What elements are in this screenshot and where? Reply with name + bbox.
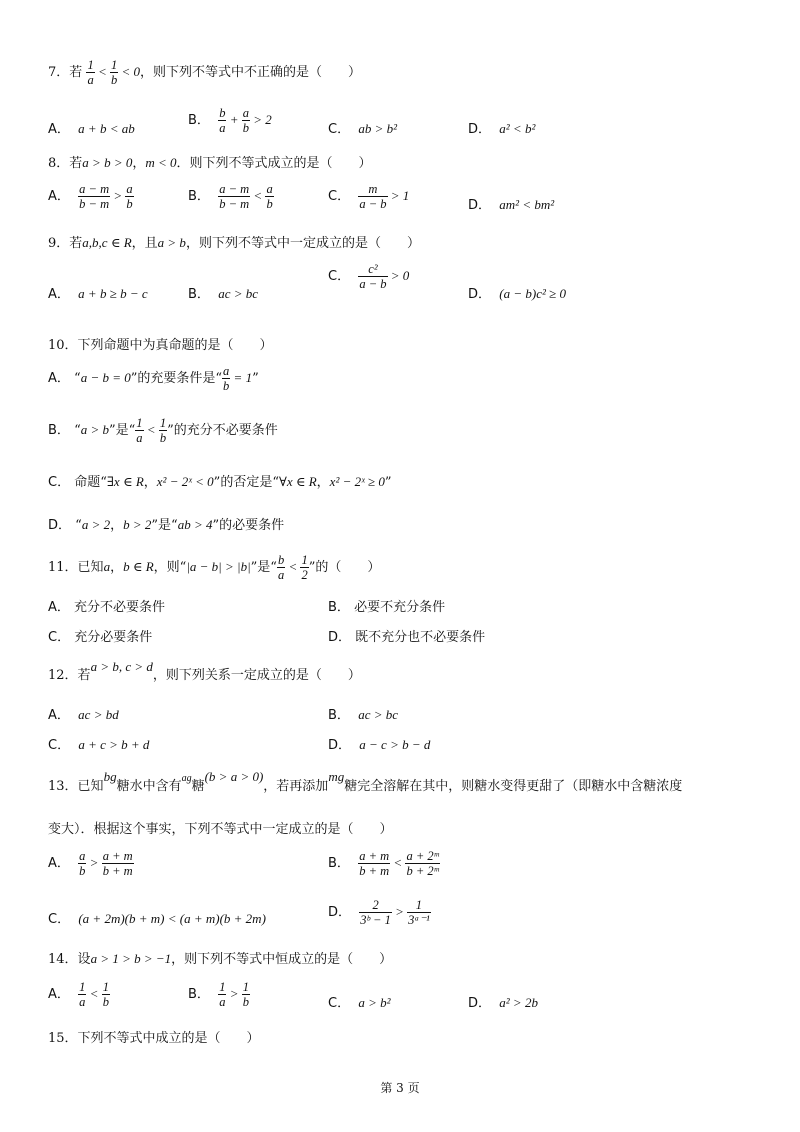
q14-option-b: B． $\frac{1}{a}$ > $\frac{1}{b}$ (188, 980, 249, 1009)
q12-option-c: C． a + c > b + d (48, 737, 150, 753)
q14-option-d: D． a² > 2b (468, 995, 538, 1011)
question-11-stem: 11．已知a，b ∈ R，则“|a − b| > |b|”是“ $\frac{b}{a}$ < $\frac{1}{2}$ ”的（ ） (48, 553, 381, 582)
q11-option-b: B． 必要不充分条件 (328, 600, 446, 615)
q9-option-c: C． $\frac{\text{c²}}{a - b}$ > 0 (328, 262, 410, 291)
q7-option-c: C． ab > b² (328, 121, 398, 137)
q10-option-b: B． “a > b”是“ $\frac{1}{a}$ < $\frac{1}{b}$ ”的充分不必要条件 (48, 416, 278, 445)
q12-option-d: D． a − c > b − d (328, 737, 431, 753)
q14-option-a: A． $\frac{1}{a}$ < $\frac{1}{b}$ (48, 980, 109, 1009)
q12-option-b: B． ac > bc (328, 707, 398, 723)
q9-option-a: A． a + b ≥ b − c (48, 286, 148, 302)
question-13-stem: 13．已知bg糖水中含有$^{ag}$糖(b > a > 0)，若再添加mg糖完全溶解在其中，则糖水变得更甜了（即糖水中含糖浓度 (48, 769, 683, 794)
q11-option-a: A． 充分不必要条件 (48, 600, 166, 615)
q7-option-a: A． a + b < ab (48, 121, 135, 137)
q13-option-d: D． $\frac{2}{\text{3ᵇ − 1}}$ > $\frac{1}{\text{3ᵃ⁻¹}}$ (328, 898, 430, 927)
question-9-stem: 9．若a,b,c ∈ R，且a > b，则下列不等式中一定成立的是（ ） (48, 235, 420, 251)
q10-option-d: D． “a > 2，b > 2”是“ab > 4”的必要条件 (48, 517, 285, 533)
q11-option-d: D． 既不充分也不必要条件 (328, 630, 486, 645)
q13-option-b: B． $\frac{a + m}{b + m}$ < $\frac{\text{a + 2ᵐ}}{\text{b + 2ᵐ}}$ (328, 849, 439, 878)
q9-option-d: D． (a − b)c² ≥ 0 (468, 286, 567, 302)
q10-option-c: C． 命题“∃x ∈ R，x² − 2ˣ < 0”的否定是“∀x ∈ R，x² − 2ˣ ≥ 0” (48, 474, 392, 490)
question-13-stem-line2: 变大）．根据这个事实，下列不等式中一定成立的是（ ） (48, 822, 393, 837)
question-8-stem: 8．若a > b > 0，m < 0．则下列不等式成立的是（ ） (48, 155, 372, 171)
q7-option-b: B． $\frac{b}{a}$ + $\frac{a}{b}$ > 2 (188, 106, 272, 135)
q11-option-c: C． 充分必要条件 (48, 630, 153, 645)
q12-option-a: A． ac > bd (48, 707, 119, 723)
question-10-stem: 10．下列命题中为真命题的是（ ） (48, 338, 273, 353)
question-15-stem: 15．下列不等式中成立的是（ ） (48, 1031, 260, 1046)
q8-option-a: A． $\frac{a - m}{b - m}$ > $\frac{a}{b}$ (48, 182, 133, 211)
q7-option-d: D． a² < b² (468, 121, 536, 137)
question-7-stem: 7．若 $\frac{1}{a}$ < $\frac{1}{b}$ < 0，则下列不等式中不正确的是（ ） (48, 58, 362, 87)
page-number: 第 3 页 (380, 1081, 420, 1095)
question-12-stem: 12．若a > b, c > d，则下列关系一定成立的是（ ） (48, 659, 361, 683)
q9-option-b: B． ac > bc (188, 286, 258, 302)
q10-option-a: A． “a − b = 0”的充要条件是“ $\frac{a}{b}$ = 1” (48, 364, 259, 393)
q13-option-c: C． (a + 2m)(b + m) < (a + m)(b + 2m) (48, 911, 266, 927)
q14-option-c: C． a > b² (328, 995, 391, 1011)
q8-option-b: B． $\frac{a - m}{b - m}$ < $\frac{a}{b}$ (188, 182, 273, 211)
q8-option-c: C． $\frac{m}{a - b}$ > 1 (328, 182, 410, 211)
q13-option-a: A． $\frac{a}{b}$ > $\frac{a + m}{b + m}$ (48, 849, 133, 878)
q8-option-d: D． am² < bm² (468, 197, 555, 213)
question-14-stem: 14．设a > 1 > b > −1，则下列不等式中恒成立的是（ ） (48, 951, 393, 967)
